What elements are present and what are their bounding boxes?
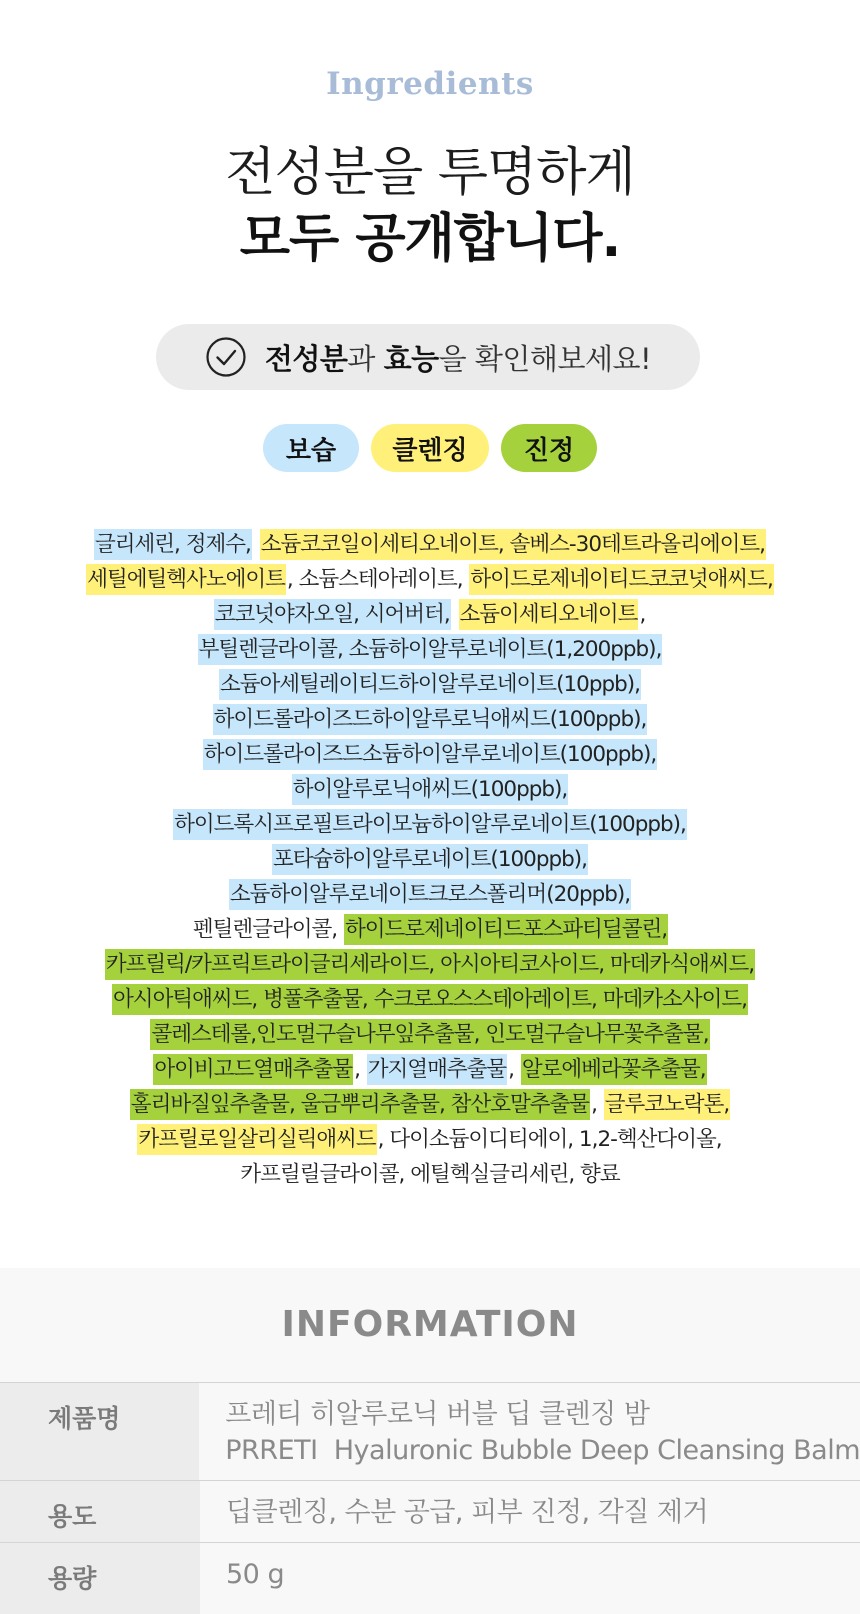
headline-line-1: 전성분을 투명하게 [225,143,635,203]
ingredient-segment: 세틸에틸헥사노에이트 [86,564,286,595]
check-text-bold-2: 효능 [383,341,439,376]
ingredient-segment: 콜레스테롤,인도멀구슬나무잎추출물, 인도멀구슬나무꽃추출물, [150,1019,709,1050]
information-table [0,1382,860,1614]
check-circle-icon [205,336,247,378]
row-value: 50 g [200,1543,860,1614]
table-row-product-name [0,1383,860,1481]
ingredient-line [0,1017,860,1052]
ingredient-segment: 하이드롤라이즈드하이알루로닉애씨드(100ppb), [213,704,648,735]
product-name-en: PRRETI Hyaluronic Bubble Deep Cleansing Balm [225,1435,860,1466]
headline-line-2: 모두 공개합니다. [239,209,621,269]
ingredient-segment: 코코넛야자오일, 시어버터, [214,599,451,630]
check-ingredients-text [265,337,651,378]
ingredient-segment: 하이알루로닉애씨드(100ppb), [292,774,569,805]
ingredient-line [0,982,860,1017]
row-label: 용량 [0,1543,200,1614]
ingredient-segment: , [591,1092,603,1117]
information-section [0,1268,860,1614]
ingredient-segment: 글리세린, 정제수, [94,529,252,560]
ingredient-segment: 아시아틱애씨드, 병풀추출물, 수크로오스스테아레이트, 마데카소사이드, [112,984,748,1015]
ingredient-line [0,1122,860,1157]
ingredient-segment: , [354,1057,366,1082]
ingredient-segment: 글루코노락톤, [604,1089,730,1120]
ingredient-segment: 소듐아세틸레이티드하이알루로네이트(10ppb), [219,669,641,700]
row-label: 용도 [0,1481,200,1542]
tag-soothing: 진정 [501,424,597,472]
ingredient-line [0,912,860,947]
ingredient-segment: 소듐이세티오네이트 [459,599,639,630]
ingredient-line [0,772,860,807]
section-eyebrow: Ingredients [326,66,534,102]
ingredient-line [0,842,860,877]
ingredient-segment: 카프릴로일살리실릭애씨드 [137,1124,376,1155]
row-label: 제품명 [0,1383,199,1480]
ingredient-segment: , [639,602,646,627]
ingredient-segment: 부틸렌글라이콜, 소듐하이알루로네이트(1,200ppb), [198,634,663,665]
ingredient-segment: 가지열매추출물 [367,1054,507,1085]
tag-cleansing: 클렌징 [371,424,489,472]
ingredient-line [0,562,860,597]
check-text-bold-1: 전성분 [264,341,348,376]
ingredient-line [0,807,860,842]
ingredient-segment: 소듐하이알루로네이트크로스폴리머(20ppb), [229,879,631,910]
ingredient-segment [451,599,459,630]
ingredient-segment: 알로에베라꽃추출물, [521,1054,707,1085]
ingredient-segment: 하이드롤라이즈드소듐하이알루로네이트(100ppb), [203,739,657,770]
ingredient-line [0,737,860,772]
product-name-ko: 프레티 히알루로닉 버블 딥 클렌징 밤 [225,1399,650,1430]
ingredient-segment: 하이드로제네이티드포스파티딜콜린, [344,914,668,945]
ingredient-line [0,597,860,632]
efficacy-tags [0,424,860,472]
ingredient-segment: , 다이소듐이디티에이, 1,2-헥산다이올, [377,1127,722,1152]
ingredient-line [0,632,860,667]
ingredient-line [0,527,860,562]
tag-moisture: 보습 [263,424,359,472]
ingredient-line [0,667,860,702]
table-row-volume [0,1543,860,1614]
check-text-normal-2: 을 확인해보세요! [438,341,652,376]
check-text-normal-1: 과 [347,341,384,376]
ingredient-segment: 카프릴릴글라이콜, 에틸헥실글리세린, 향료 [240,1162,620,1187]
ingredient-segment: 소듐코코일이세티오네이트, 솔베스-30테트라올리에이트, [260,529,766,560]
ingredient-segment: 홀리바질잎추출물, 울금뿌리추출물, 참산호말추출물 [130,1089,590,1120]
ingredient-segment: , [508,1057,520,1082]
ingredient-line [0,877,860,912]
ingredient-line [0,947,860,982]
ingredient-line [0,1087,860,1122]
row-value [199,1383,860,1480]
ingredient-segment: 하이드로제네이티드코코넛애씨드, [469,564,773,595]
ingredient-segment: 펜틸렌글라이콜, [192,917,343,942]
table-row-usage [0,1481,860,1543]
row-value: 딥클렌징, 수분 공급, 피부 진정, 각질 제거 [200,1481,860,1542]
ingredient-segment: , 소듐스테아레이트, [286,567,469,592]
ingredient-segment: 하이드록시프로필트라이모늄하이알루로네이트(100ppb), [173,809,687,840]
ingredient-list [0,527,860,1192]
ingredient-line [0,702,860,737]
check-ingredients-pill [156,324,700,390]
ingredient-line [0,1052,860,1087]
information-title: INFORMATION [281,1304,579,1345]
ingredient-segment [252,529,260,560]
ingredient-segment: 포타슘하이알루로네이트(100ppb), [272,844,588,875]
ingredient-segment: 카프릴릭/카프릭트라이글리세라이드, 아시아티코사이드, 마데카식애씨드, [105,949,755,980]
ingredient-line [0,1157,860,1192]
ingredient-segment: 아이비고드열매추출물 [153,1054,353,1085]
headline [0,140,860,272]
